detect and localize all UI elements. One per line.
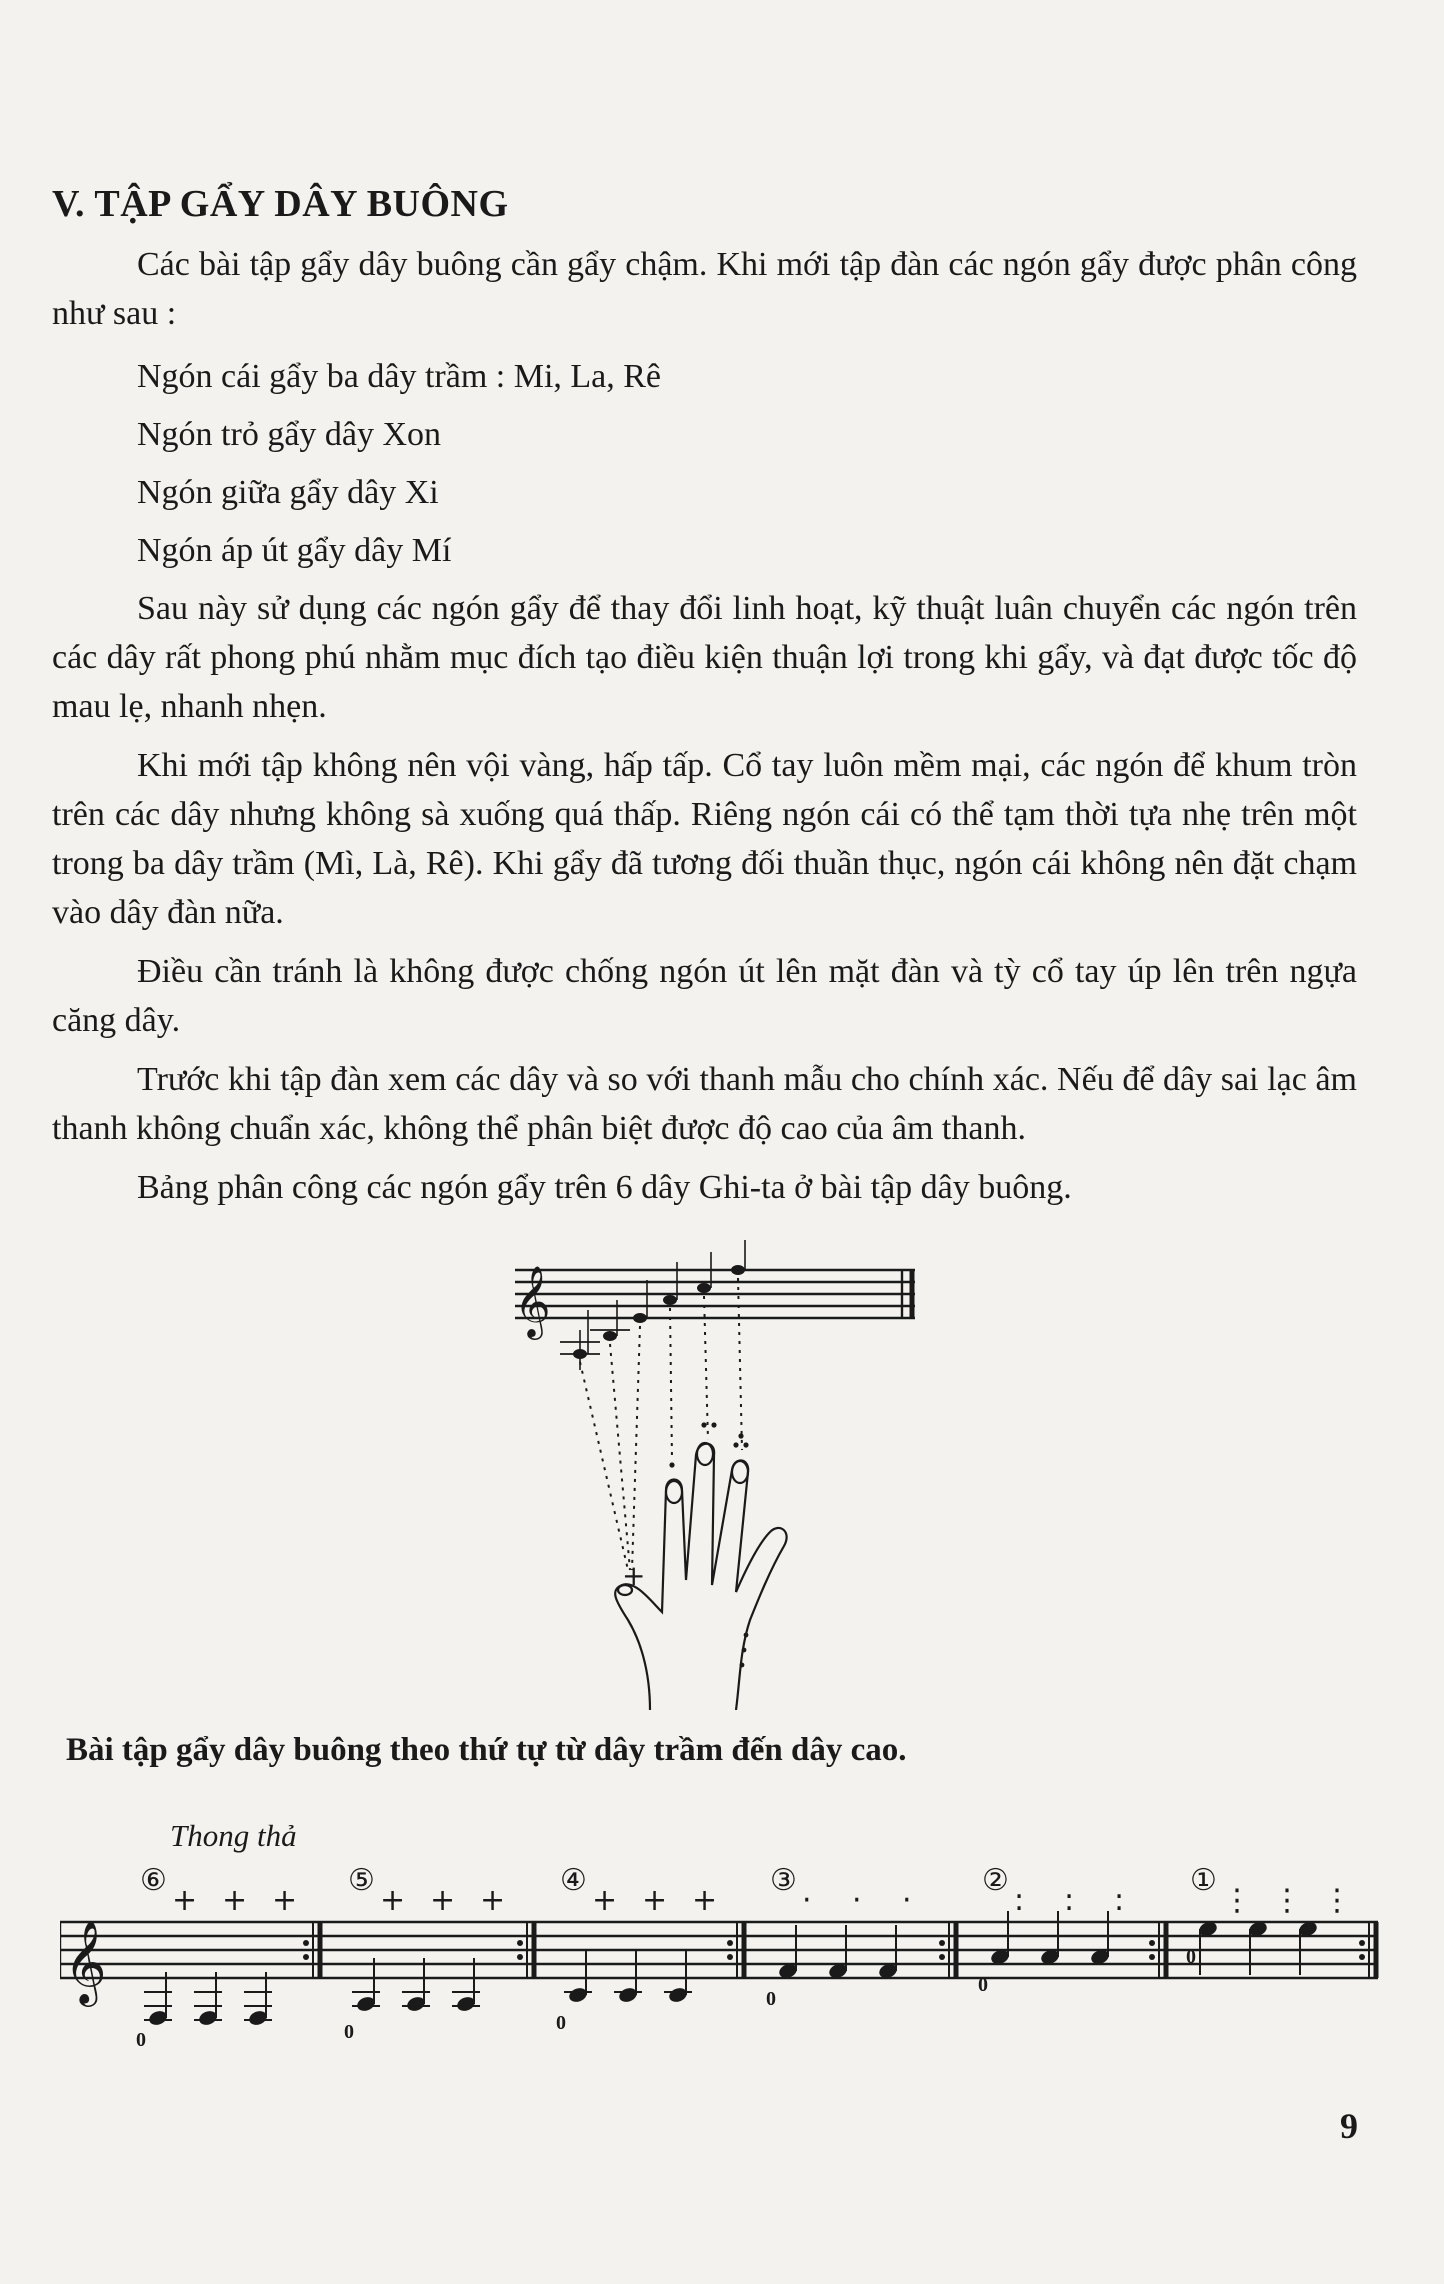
body-text [52, 240, 1357, 1222]
paragraph-technique: Sau này sử dụng các ngón gẩy để thay đổi linh hoạt, kỹ thuật luân chuyển các ngón trên các dây rất phong phú nhằm mục đích tạo điều kiện thuận lợi trong khi gẩy, và đạt được tốc độ mau lẹ, nhanh nhẹn. [52, 590, 1357, 725]
measures [136, 1863, 1376, 2050]
finger-mark: · [802, 1883, 812, 1918]
finger-guide-lines [580, 1278, 742, 1570]
measure-string-5 [344, 1863, 534, 2043]
finger-mark: : [1114, 1883, 1125, 1918]
hand-finger-diagram [500, 1240, 950, 1710]
open-string-marker: 0 [344, 2021, 354, 2043]
staff-lines [60, 1922, 1378, 1978]
tempo-marking: Thong thả [170, 1818, 297, 1853]
mini-staff [515, 1270, 915, 1318]
string-number-label: ④ [560, 1863, 587, 1898]
paragraph-tuning: Trước khi tập đàn xem các dây và so với thanh mẫu cho chính xác. Nếu để dây sai lạc âm thanh không chuẩn xác, không thể phân biệt được độ cao của âm thanh. [52, 1061, 1357, 1147]
finger-mark: + [692, 1883, 718, 1918]
assignment-thumb: Ngón cái gẩy ba dây trầm : Mi, La, Rê [137, 358, 662, 395]
open-string-marker: 0 [766, 1988, 776, 2010]
intro-paragraph: Các bài tập gẩy dây buông cần gẩy chậm. Khi mới tập đàn các ngón gẩy được phân công như sau : [52, 246, 1357, 332]
string-number-label: ⑥ [140, 1863, 167, 1898]
measure-string-1 [1186, 1863, 1376, 1978]
open-string-marker: 0 [1186, 1946, 1196, 1968]
string-number-label: ③ [770, 1863, 797, 1898]
section-heading: V. TẬP GẨY DÂY BUÔNG [52, 183, 509, 225]
finger-mark: : [1064, 1883, 1075, 1918]
open-string-marker: 0 [136, 2029, 146, 2050]
finger-mark: + [480, 1883, 506, 1918]
finger-mark: ⋮ [1272, 1883, 1302, 1918]
paragraph-table-caption: Bảng phân công các ngón gẩy trên 6 dây Ghi-ta ở bài tập dây buông. [137, 1169, 1072, 1206]
finger-mark: : [1014, 1883, 1025, 1918]
finger-mark: + [380, 1883, 406, 1918]
thumb-plus-mark: + [622, 1559, 646, 1592]
string-number-label: ② [982, 1863, 1009, 1898]
finger-mark: · [902, 1883, 912, 1918]
assignment-ring: Ngón áp út gẩy dây Mí [137, 532, 452, 569]
finger-dots [669, 1422, 748, 1667]
finger-mark: + [222, 1883, 248, 1918]
finger-mark: + [272, 1883, 298, 1918]
measure-string-4 [556, 1863, 744, 2034]
finger-mark: · [852, 1883, 862, 1918]
treble-clef-icon: 𝄞 [514, 1264, 551, 1337]
open-string-marker: 0 [978, 1974, 988, 1996]
finger-mark: + [592, 1883, 618, 1918]
finger-mark: + [172, 1883, 198, 1918]
string-number-label: ⑤ [348, 1863, 375, 1898]
assignment-middle: Ngón giữa gẩy dây Xi [137, 474, 439, 511]
assignment-index: Ngón trỏ gẩy dây Xon [137, 416, 442, 453]
exercise-title: Bài tập gẩy dây buông theo thứ tự từ dây trầm đến dây cao. [66, 1732, 907, 1768]
measure-string-6 [136, 1863, 320, 2050]
page-number: 9 [1340, 2106, 1358, 2146]
string-number-label: ① [1190, 1863, 1217, 1898]
treble-clef-icon: 𝄞 [64, 1919, 107, 2003]
finger-mark: + [430, 1883, 456, 1918]
finger-mark: ⋮ [1322, 1883, 1352, 1918]
measure-string-2 [978, 1863, 1166, 1996]
finger-mark: + [642, 1883, 668, 1918]
paragraph-practice: Khi mới tập không nên vội vàng, hấp tấp. Cổ tay luôn mềm mại, các ngón để khum tròn trên các dây nhưng không sà xuống quá thấp. Riêng ngón cái có thể tạm thời tựa nhẹ trên một trong ba dây trầm (Mì, Là, Rê). Khi gẩy đã tương đối thuần thục, ngón cái không nên đặt chạm vào dây đàn nữa. [52, 747, 1357, 931]
finger-mark: ⋮ [1222, 1883, 1252, 1918]
open-string-marker: 0 [556, 2012, 566, 2034]
paragraph-avoid: Điều cần tránh là không được chống ngón út lên mặt đàn và tỳ cổ tay úp lên trên ngựa căng dây. [52, 953, 1357, 1039]
exercise-staff [60, 1850, 1380, 2050]
